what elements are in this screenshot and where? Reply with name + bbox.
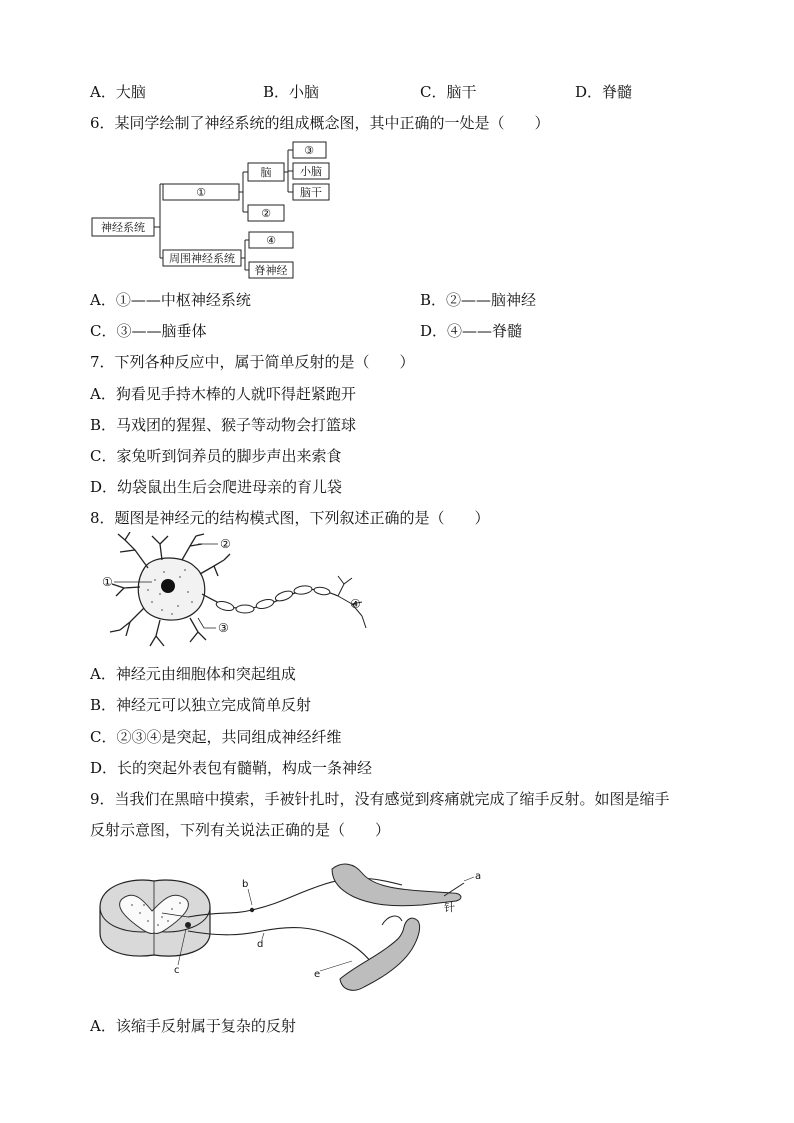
arm-upper bbox=[332, 864, 461, 906]
diagram-peripheral-label: 周围神经系统 bbox=[169, 252, 235, 265]
nucleus bbox=[161, 579, 175, 593]
label-d: d bbox=[257, 939, 264, 950]
q6-concept-diagram bbox=[90, 140, 350, 282]
q8-option-c: C．②③④是突起，共同组成神经纤维 bbox=[90, 728, 342, 746]
diagram-root-label: 神经系统 bbox=[101, 221, 145, 234]
q5-option-c: C．脑干 bbox=[420, 83, 477, 101]
q6-option-d: D．④——脊髓 bbox=[420, 322, 523, 340]
q5-option-b: B．小脑 bbox=[263, 83, 320, 101]
neuron-label-2: ② bbox=[220, 537, 231, 551]
q9-stem-line2: 反射示意图，下列有关说法正确的是（ ） bbox=[90, 821, 391, 839]
label-c: c bbox=[174, 965, 180, 976]
arm-lower bbox=[340, 916, 420, 990]
diagram-spinal-nerve-label: 脊神经 bbox=[254, 264, 288, 277]
q7-option-d: D．幼袋鼠出生后会爬进母亲的育儿袋 bbox=[90, 478, 343, 496]
q8-stem: 8．题图是神经元的结构模式图，下列叙述正确的是（ ） bbox=[90, 509, 490, 527]
diagram-box2-label: ② bbox=[261, 207, 271, 220]
q7-option-c: C．家兔听到饲养员的脚步声出来索食 bbox=[90, 447, 342, 465]
q9-stem-line1: 9．当我们在黑暗中摸索，手被针扎时，没有感觉到疼痛就完成了缩手反射。如图是缩手 bbox=[90, 790, 670, 808]
q8-option-d: D．长的突起外表包有髓鞘，构成一条神经 bbox=[90, 759, 373, 777]
label-needle: 针 bbox=[444, 901, 455, 914]
label-e: e bbox=[314, 969, 321, 980]
q8-option-a: A．神经元由细胞体和突起组成 bbox=[90, 665, 296, 683]
q9-option-a: A．该缩手反射属于复杂的反射 bbox=[90, 1017, 296, 1035]
diagram-brainstem-label: 脑干 bbox=[300, 186, 322, 199]
neuron-label-1: ① bbox=[102, 575, 113, 589]
label-a: a bbox=[475, 871, 482, 882]
q7-option-a: A．狗看见手持木棒的人就吓得赶紧跑开 bbox=[90, 385, 356, 403]
ganglion-dot bbox=[250, 908, 254, 912]
q5-option-a: A．大脑 bbox=[90, 83, 146, 101]
neuron-diagram bbox=[100, 532, 380, 652]
neuron-label-3: ③ bbox=[218, 621, 229, 635]
interneuron-dot bbox=[185, 922, 191, 928]
neuron-label-4: ④ bbox=[350, 597, 361, 611]
spinal-cord-section bbox=[100, 880, 210, 956]
q6-option-c: C．③——脑垂体 bbox=[90, 322, 207, 340]
diagram-cerebellum-label: 小脑 bbox=[300, 165, 322, 178]
q5-option-d: D．脊髓 bbox=[575, 83, 633, 101]
q8-option-b: B．神经元可以独立完成简单反射 bbox=[90, 696, 312, 714]
efferent-nerve-d bbox=[188, 928, 372, 963]
diagram-box4-label: ④ bbox=[266, 234, 276, 247]
diagram-box3-label: ③ bbox=[304, 144, 314, 157]
reflex-arc-diagram bbox=[92, 855, 502, 1005]
q6-stem: 6．某同学绘制了神经系统的组成概念图，其中正确的一处是（ ） bbox=[90, 114, 550, 132]
label-b: b bbox=[242, 879, 249, 890]
q6-option-b: B．②——脑神经 bbox=[420, 291, 537, 309]
q7-option-b: B．马戏团的猩猩、猴子等动物会打篮球 bbox=[90, 416, 357, 434]
diagram-box1-label: ① bbox=[196, 186, 206, 199]
q6-option-a: A．①——中枢神经系统 bbox=[90, 291, 251, 309]
q7-stem: 7．下列各种反应中，属于简单反射的是（ ） bbox=[90, 353, 415, 371]
diagram-brain-label: 脑 bbox=[260, 166, 272, 179]
